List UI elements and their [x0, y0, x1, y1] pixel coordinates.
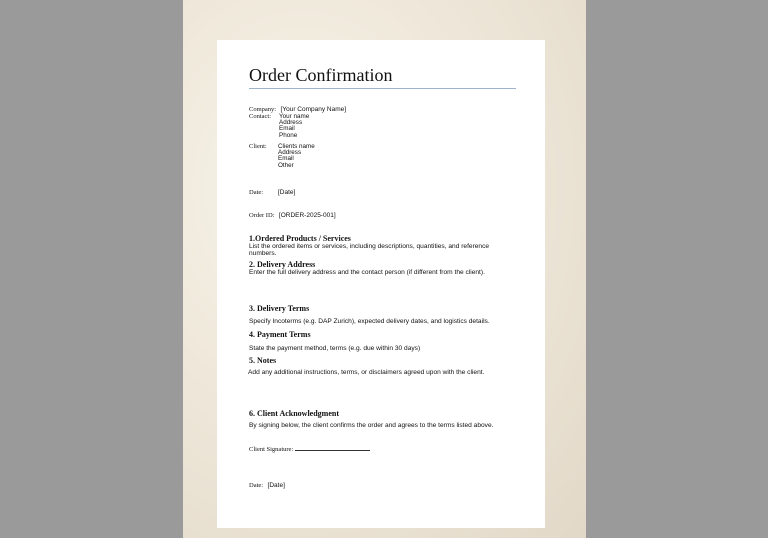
signature-label: Client Signature: [249, 446, 294, 453]
contact-address: Address [279, 119, 303, 127]
client-label: Client: [249, 143, 267, 150]
section-3-heading: 3. Delivery Terms [249, 304, 310, 313]
company-label: Company: [249, 106, 277, 113]
section-6-heading: 6. Client Acknowledgment [249, 409, 339, 418]
client-block [278, 144, 315, 169]
contact-block [279, 114, 309, 139]
client-other: Other [278, 161, 294, 169]
client-name: Clients name [278, 143, 315, 150]
section-2-text: Enter the full delivery address and the contact person (if different from the client). [249, 269, 485, 276]
order-id-label: Order ID: [249, 212, 275, 219]
contact-label: Contact: [249, 113, 272, 120]
order-id-row [249, 204, 336, 222]
section-3-text: Specify Incoterms (e.g. DAP Zurich), expected delivery dates, and logistics details. [249, 318, 490, 325]
document-page [217, 40, 545, 528]
section-4-text: State the payment method, terms (e.g. due within 30 days) [249, 345, 421, 352]
section-5-heading: 5. Notes [249, 356, 277, 365]
contact-email: Email [279, 125, 295, 133]
signature-row [249, 444, 370, 453]
section-6-text: By signing below, the client confirms the order and agrees to the terms listed above. [249, 422, 494, 429]
contact-phone: Phone [279, 131, 298, 139]
section-5-text: Add any additional instructions, terms, or disclaimers agreed upon with the client. [248, 369, 485, 376]
sign-date-label: Date: [249, 482, 264, 489]
section-2-heading: 2. Delivery Address [249, 260, 316, 269]
title-divider [249, 88, 516, 89]
client-email: Email [278, 155, 294, 163]
date-value: [Date] [278, 189, 296, 196]
section-1-text: List the ordered items or services, including descriptions, quantities, and reference numbers. [249, 243, 490, 258]
signature-line [295, 444, 370, 451]
contact-name: Your name [279, 113, 310, 120]
document-title: Order Confirmation [249, 65, 393, 85]
client-address: Address [278, 149, 302, 157]
sign-date-row [249, 474, 285, 492]
order-id-value: [ORDER-2025-001] [278, 212, 336, 219]
date-label: Date: [249, 189, 264, 196]
company-value: [Your Company Name] [280, 106, 347, 113]
section-4-heading: 4. Payment Terms [249, 330, 311, 339]
section-1-heading: 1.Ordered Products / Services [249, 234, 351, 243]
sign-date-value: [Date] [267, 482, 285, 489]
